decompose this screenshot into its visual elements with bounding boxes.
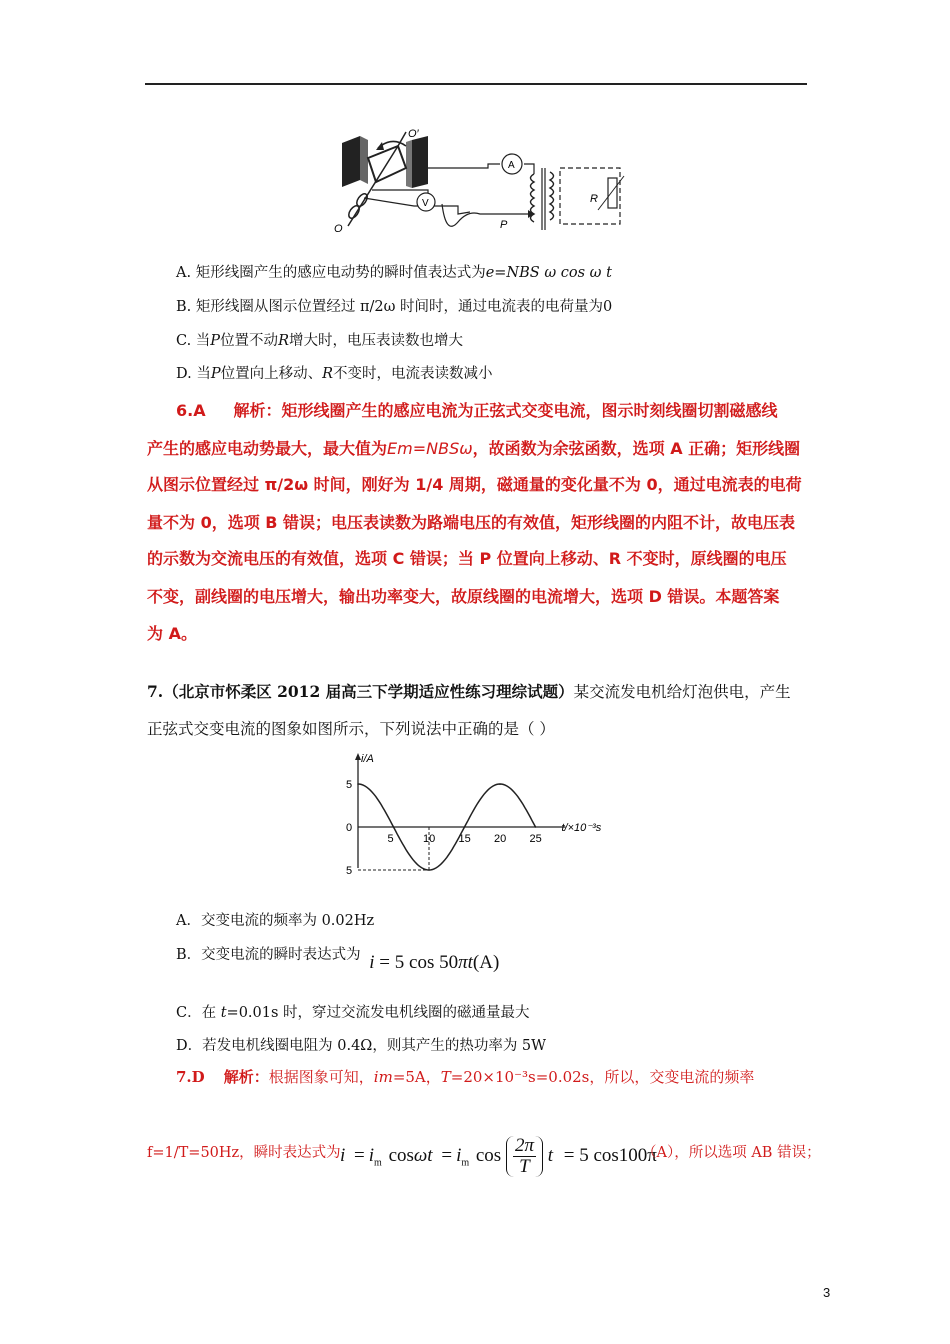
data-point xyxy=(535,826,537,828)
current-time-chart xyxy=(328,750,628,875)
label-p: P xyxy=(500,219,508,231)
header-rule xyxy=(145,83,807,85)
x-tick-label: 10 xyxy=(423,833,436,845)
y-tick-label: 5 xyxy=(346,865,353,875)
x-tick-label: 20 xyxy=(494,833,507,845)
data-point xyxy=(393,826,395,828)
q7-option-b: B．交变电流的瞬时表达式为 i = 5 cos 50πt(A) xyxy=(176,947,500,973)
q7-option-d: D．若发电机线圈电阻为 0.4Ω，则其产生的热功率为 5W xyxy=(176,1038,547,1054)
y-axis-label: i/A xyxy=(361,753,374,765)
q7-option-a: A．交变电流的频率为 0.02Hz xyxy=(176,913,375,929)
data-point xyxy=(428,869,430,871)
q7-analysis-line2-left: f=1/T=50Hz，瞬时表达式为 xyxy=(147,1145,341,1161)
data-point xyxy=(464,826,466,828)
q7-analysis-line1: 7.D 解析：根据图象可知，im=5A，T=20×10⁻³s=0.02s，所以，交变电流的频率 xyxy=(176,1068,755,1086)
x-tick-label: 5 xyxy=(387,833,394,845)
data-point xyxy=(357,783,359,785)
x-tick-label: 15 xyxy=(458,833,471,845)
q7-formula: $i = i_m$ $\cos\omega t = i_m$ cos $\frac{2\pi}{T}$ t = 5 cos100π xyxy=(340,1135,657,1177)
q7-stem-line2: 正弦式交变电流的图象如图所示，下列说法中正确的是（ ） xyxy=(147,720,555,738)
q6-option-a: A. 矩形线圈产生的感应电动势的瞬时值表达式为e=NBS ω cos ω t xyxy=(176,265,612,281)
q7-analysis-line2-right: （A），所以选项 AB 错误； xyxy=(642,1145,821,1161)
q6-option-d: D. 当P位置向上移动、R不变时，电流表读数减小 xyxy=(176,366,493,382)
q6-option-b: B. 矩形线圈从图示位置经过 π/2ω 时间时，通过电流表的电荷量为0 xyxy=(176,299,613,315)
generator-transformer-figure xyxy=(328,128,628,240)
voltmeter-label: V xyxy=(422,198,429,209)
data-point xyxy=(499,783,501,785)
label-o-prime: O′ xyxy=(408,128,419,140)
x-axis-label: t/×10⁻³s xyxy=(561,822,602,834)
y-tick-label: 5 xyxy=(346,779,353,791)
label-o: O xyxy=(334,223,343,235)
ammeter-label: A xyxy=(508,160,515,171)
x-tick-label: 25 xyxy=(529,833,542,845)
q7-stem-line1: 7.（北京市怀柔区 2012 届高三下学期适应性练习理综试题）某交流发电机给灯泡供电，产生 xyxy=(147,682,791,701)
q6-option-c: C. 当P位置不动R增大时，电压表读数也增大 xyxy=(176,333,463,349)
q7-option-c: C．在 t=0.01s 时，穿过交流发电机线圈的磁通量最大 xyxy=(176,1005,530,1021)
label-r: R xyxy=(590,193,598,205)
page-number: 3 xyxy=(823,1285,831,1300)
y-tick-label: 0 xyxy=(346,822,353,834)
